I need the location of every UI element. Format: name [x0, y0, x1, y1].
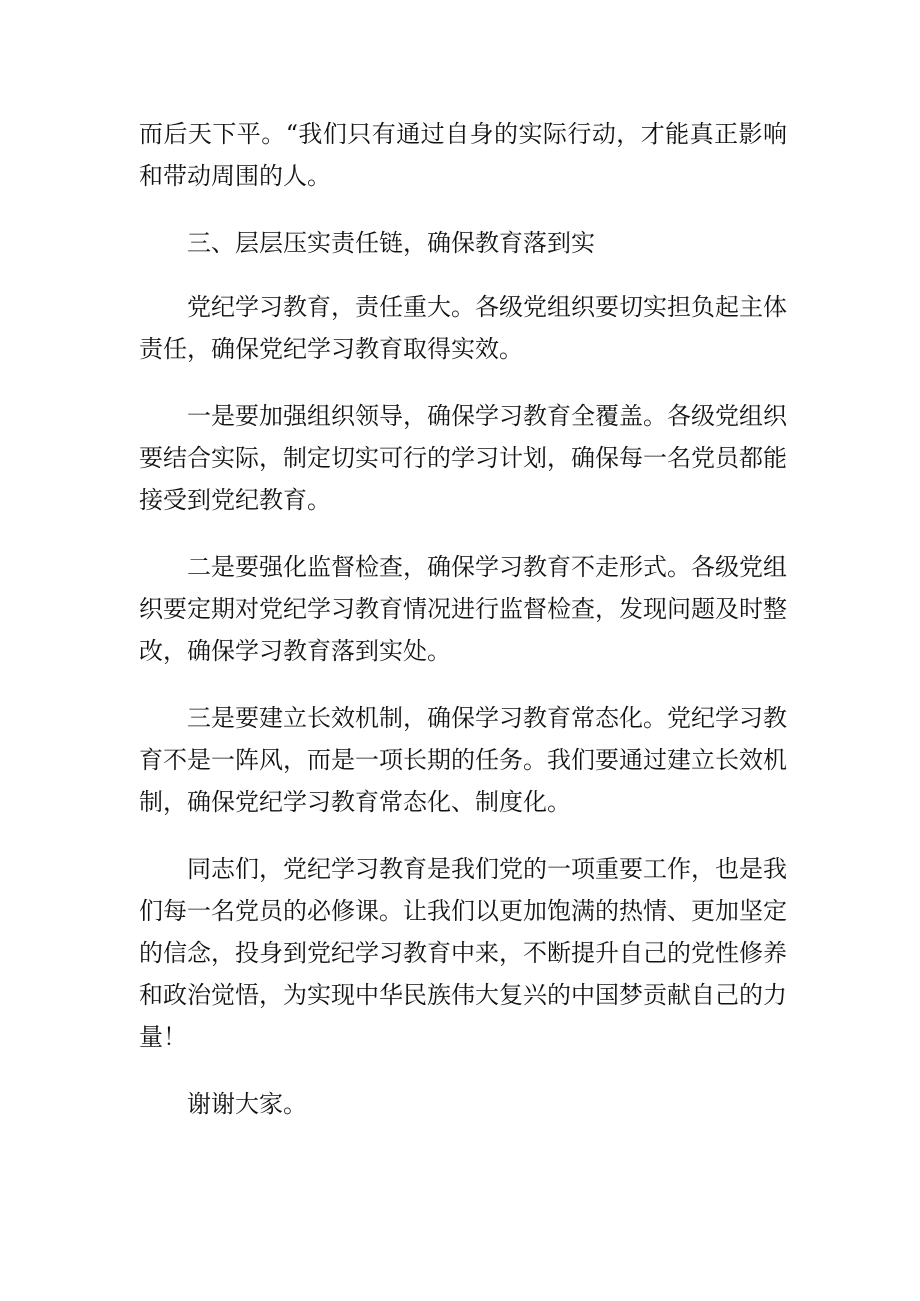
paragraph-conclusion: 同志们，党纪学习教育是我们党的一项重要工作，也是我们每一名党员的必修课。让我们以更加饱满的热情、更加坚定的信念，投身到党纪学习教育中来，不断提升自己的党性修养和政治觉悟，为实现中华民族伟大复兴的中国梦贡献自己的力量！: [139, 855, 787, 1051]
section-heading-3: 三、层层压实责任链，确保教育落到实: [187, 229, 595, 257]
document-body: [139, 113, 787, 1150]
paragraph-responsibility: 党纪学习教育，责任重大。各级党组织要切实担负起主体责任，确保党纪学习教育取得实效。: [139, 293, 787, 363]
paragraph-point-3: 三是要建立长效机制，确保学习教育常态化。党纪学习教育不是一阵风，而是一项长期的任务。我们要通过建立长效机制，确保党纪学习教育常态化、制度化。: [139, 704, 787, 816]
paragraph-point-2: 二是要强化监督检查，确保学习教育不走形式。各级党组织要定期对党纪学习教育情况进行监督检查，发现问题及时整改，确保学习教育落到实处。: [139, 553, 787, 665]
paragraph-continuation: 而后天下平。“我们只有通过自身的实际行动，才能真正影响和带动周围的人。: [139, 120, 787, 190]
paragraph-thanks: 谢谢大家。: [187, 1090, 307, 1118]
paragraph-point-1: 一是要加强组织领导，确保学习教育全覆盖。各级党组织要结合实际，制定切实可行的学习计划，确保每一名党员都能接受到党纪教育。: [139, 402, 787, 514]
